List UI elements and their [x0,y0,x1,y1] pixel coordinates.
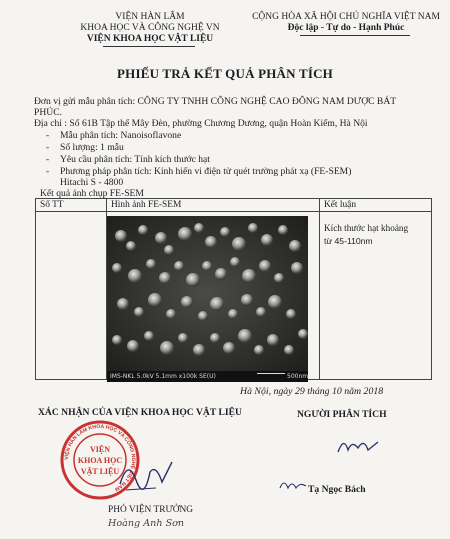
conclusion-line-1: Kích thước hạt khoảng [324,223,409,233]
table-header-row [36,199,432,212]
header-right-rule [300,35,410,36]
sender-line-1: Đơn vị gửi mẫu phân tích: CÔNG TY TNHH CÔNG NGHỆ CAO ĐÔNG NAM DƯỢC BÁT [34,96,397,107]
stamp-inner-line-1: VIỆN [89,445,111,454]
address-line: Địa chỉ : Số 61B Tập thể Mây Đèn, phường Chương Dương, quận Hoàn Kiếm, Hà Nội [34,118,368,129]
header-motto: Độc lập - Tự do - Hạnh Phúc [287,23,405,33]
method-line-1: Phương pháp phân tích: Kính hiển vi điện tử quét trường phát xạ (FE-SEM) [60,166,352,177]
stamp-inner-line-2: KHOA HỌC [77,456,123,465]
analyst-initial-mark [278,476,308,494]
document-title: PHIẾU TRẢ KẾT QUẢ PHÂN TÍCH [117,66,333,81]
result-caption: Kết quả ảnh chụp FE-SEM [40,188,144,199]
header-republic: CỘNG HÒA XÃ HỘI CHỦ NGHĨA VIỆT NAM [252,12,440,22]
vice-director-name: Hoàng Anh Sơn [108,518,185,529]
quantity-line: Số lượng: 1 mẫu [60,142,124,153]
sem-particles [107,216,308,371]
vice-director-signature [116,454,176,498]
sample-line: Mẫu phân tích: Nanoisoflavone [60,130,182,141]
request-line: Yêu cầu phân tích: Tính kích thước hạt [60,154,210,165]
stamp-inner-line-3: VẬT LIỆU [80,467,120,476]
analyst-signature [334,432,382,460]
cell-conclusion [320,212,432,380]
analyst-title: NGƯỜI PHÂN TÍCH [297,409,387,420]
sender-line-2: PHÚC. [34,107,62,118]
sem-scale-label: 500nm [287,373,308,380]
header-left-rule [103,46,195,47]
institute-confirm: XÁC NHẬN CỦA VIỆN KHOA HỌC VẬT LIỆU [38,407,242,418]
header-academy-sub: KHOA HỌC VÀ CÔNG NGHỆ VN [80,23,220,33]
col-header-image: Hình ảnh FE-SEM [107,199,320,212]
sem-scale-bar [257,373,285,374]
col-header-no: Số TT [36,199,107,212]
method-line-2: Hitachi S - 4800 [60,177,124,188]
analyst-name: Tạ Ngọc Bách [308,484,366,495]
conclusion-line-2: từ 45-110nm [324,236,373,246]
quantity-bullet: - [46,142,50,153]
sample-bullet: - [46,130,50,141]
cell-no [36,212,107,380]
sem-info-bar [107,371,308,382]
col-header-conclusion: Kết luận [320,199,432,212]
request-bullet: - [46,154,50,165]
header-left [60,12,240,45]
fe-sem-image [107,216,308,382]
header-academy: VIỆN HÀN LÂM [115,12,185,22]
header-right [246,12,446,34]
sem-footer-text: IMS-NKL 5.0kV 5.1mm x100k SE(U) [110,373,216,380]
method-bullet: - [46,166,50,177]
header-institute: VIỆN KHOA HỌC VẬT LIỆU [86,34,214,44]
sign-date: Hà Nội, ngày 29 tháng 10 năm 2018 [240,386,384,397]
vice-director-title: PHÓ VIỆN TRƯỞNG [108,505,194,515]
stamp-ring-text: VIỆN HÀN LÂM KHOA HỌC VÀ CÔNG NGHỆ VIỆT NAM [63,423,137,493]
